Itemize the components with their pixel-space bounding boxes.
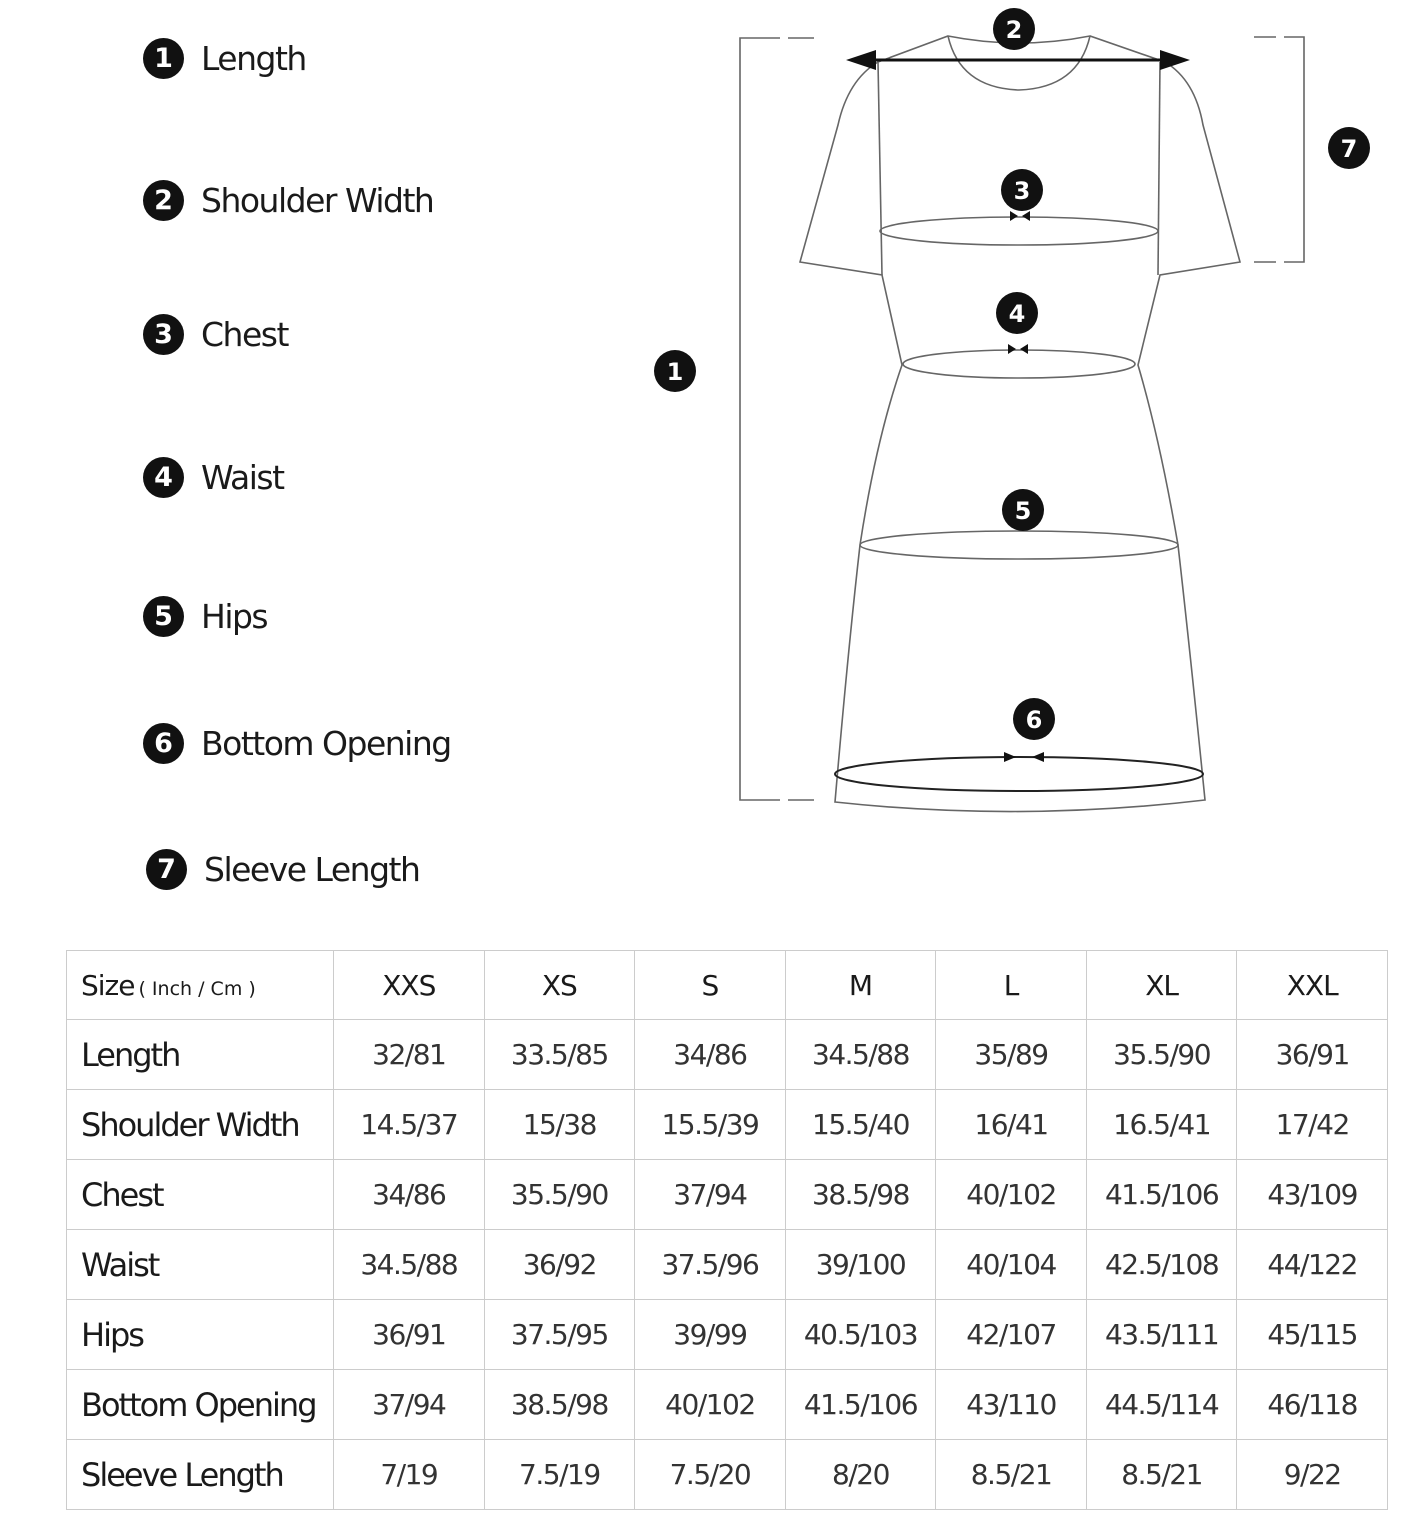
size-label: Size (81, 968, 135, 1002)
table-cell: 40/102 (635, 1370, 786, 1440)
marker-2 (993, 8, 1035, 50)
size-header-m: M (785, 951, 936, 1020)
table-cell: 41.5/106 (785, 1370, 936, 1440)
table-cell: 39/99 (635, 1300, 786, 1370)
legend-label: Length (201, 38, 306, 78)
row-label: Hips (67, 1300, 334, 1370)
table-cell: 46/118 (1237, 1370, 1388, 1440)
table-cell: 8.5/21 (1086, 1440, 1237, 1510)
legend-item-bottom-opening (143, 721, 451, 765)
row-label: Chest (67, 1160, 334, 1230)
table-cell: 15/38 (484, 1090, 635, 1160)
row-label: Shoulder Width (67, 1090, 334, 1160)
legend-item-waist (143, 455, 284, 499)
table-cell: 43/110 (936, 1370, 1087, 1440)
table-cell: 43.5/111 (1086, 1300, 1237, 1370)
table-cell: 42.5/108 (1086, 1230, 1237, 1300)
dress-diagram (640, 0, 1404, 920)
legend-label: Bottom Opening (201, 723, 451, 763)
table-cell: 37.5/96 (635, 1230, 786, 1300)
svg-text:1: 1 (666, 358, 684, 386)
legend-item-shoulder-width (143, 178, 433, 222)
marker-5 (1002, 489, 1044, 531)
svg-text:3: 3 (1013, 177, 1031, 205)
marker-1 (654, 350, 696, 392)
size-header-xs: XS (484, 951, 635, 1020)
size-column-header (67, 951, 334, 1020)
table-cell: 41.5/106 (1086, 1160, 1237, 1230)
table-cell: 34.5/88 (334, 1230, 485, 1300)
marker-6 (1013, 698, 1055, 740)
table-row (67, 1160, 1388, 1230)
table-cell: 35/89 (936, 1020, 1087, 1090)
dress-outline-icon (640, 0, 1404, 920)
table-cell: 35.5/90 (484, 1160, 635, 1230)
table-cell: 39/100 (785, 1230, 936, 1300)
table-cell: 15.5/39 (635, 1090, 786, 1160)
number-badge: 2 (143, 180, 184, 221)
marker-3 (1001, 169, 1043, 211)
marker-7 (1328, 127, 1370, 169)
svg-text:5: 5 (1014, 497, 1032, 525)
table-cell: 36/91 (1237, 1020, 1388, 1090)
legend-label: Hips (201, 596, 268, 636)
measurement-legend (0, 0, 640, 920)
legend-item-length (143, 36, 306, 80)
svg-text:4: 4 (1008, 300, 1026, 328)
legend-label: Chest (201, 314, 288, 354)
table-cell: 38.5/98 (785, 1160, 936, 1230)
number-badge: 7 (146, 849, 187, 890)
row-label: Length (67, 1020, 334, 1090)
legend-item-sleeve-length (146, 847, 419, 891)
table-cell: 36/91 (334, 1300, 485, 1370)
table-cell: 35.5/90 (1086, 1020, 1237, 1090)
table-cell: 14.5/37 (334, 1090, 485, 1160)
legend-label: Waist (201, 457, 284, 497)
table-cell: 17/42 (1237, 1090, 1388, 1160)
table-cell: 37/94 (334, 1370, 485, 1440)
table-cell: 38.5/98 (484, 1370, 635, 1440)
table-header-row (67, 951, 1388, 1020)
table-cell: 7/19 (334, 1440, 485, 1510)
table-row (67, 1020, 1388, 1090)
size-header-xxs: XXS (334, 951, 485, 1020)
table-row (67, 1440, 1388, 1510)
number-badge: 3 (143, 314, 184, 355)
table-cell: 37/94 (635, 1160, 786, 1230)
number-badge: 1 (143, 38, 184, 79)
table-cell: 8.5/21 (936, 1440, 1087, 1510)
size-header-xxl: XXL (1237, 951, 1388, 1020)
table-cell: 34/86 (635, 1020, 786, 1090)
table-cell: 44/122 (1237, 1230, 1388, 1300)
row-label: Waist (67, 1230, 334, 1300)
table-cell: 36/92 (484, 1230, 635, 1300)
row-label: Bottom Opening (67, 1370, 334, 1440)
table-cell: 40.5/103 (785, 1300, 936, 1370)
table-cell: 43/109 (1237, 1160, 1388, 1230)
table-row (67, 1230, 1388, 1300)
legend-item-hips (143, 594, 267, 638)
table-cell: 8/20 (785, 1440, 936, 1510)
number-badge: 5 (143, 596, 184, 637)
table-cell: 37.5/95 (484, 1300, 635, 1370)
marker-4 (996, 292, 1038, 334)
number-badge: 6 (143, 723, 184, 764)
table-row (67, 1300, 1388, 1370)
size-header-xl: XL (1086, 951, 1237, 1020)
table-cell: 15.5/40 (785, 1090, 936, 1160)
unit-label: ( Inch / Cm ) (138, 977, 256, 1000)
size-header-l: L (936, 951, 1087, 1020)
table-cell: 9/22 (1237, 1440, 1388, 1510)
table-cell: 7.5/19 (484, 1440, 635, 1510)
legend-label: Shoulder Width (201, 180, 434, 220)
row-label: Sleeve Length (67, 1440, 334, 1510)
table-cell: 16.5/41 (1086, 1090, 1237, 1160)
table-cell: 16/41 (936, 1090, 1087, 1160)
legend-item-chest (143, 312, 288, 356)
table-cell: 42/107 (936, 1300, 1087, 1370)
table-cell: 34/86 (334, 1160, 485, 1230)
table-cell: 40/104 (936, 1230, 1087, 1300)
table-row (67, 1370, 1388, 1440)
table-cell: 45/115 (1237, 1300, 1388, 1370)
svg-text:2: 2 (1005, 16, 1023, 44)
table-row (67, 1090, 1388, 1160)
table-cell: 32/81 (334, 1020, 485, 1090)
table-cell: 40/102 (936, 1160, 1087, 1230)
table-cell: 33.5/85 (484, 1020, 635, 1090)
svg-text:6: 6 (1025, 706, 1043, 734)
size-chart-table (66, 950, 1388, 1510)
table-cell: 44.5/114 (1086, 1370, 1237, 1440)
size-header-s: S (635, 951, 786, 1020)
table-cell: 34.5/88 (785, 1020, 936, 1090)
number-badge: 4 (143, 457, 184, 498)
svg-text:7: 7 (1340, 135, 1358, 163)
legend-label: Sleeve Length (204, 849, 420, 889)
table-cell: 7.5/20 (635, 1440, 786, 1510)
